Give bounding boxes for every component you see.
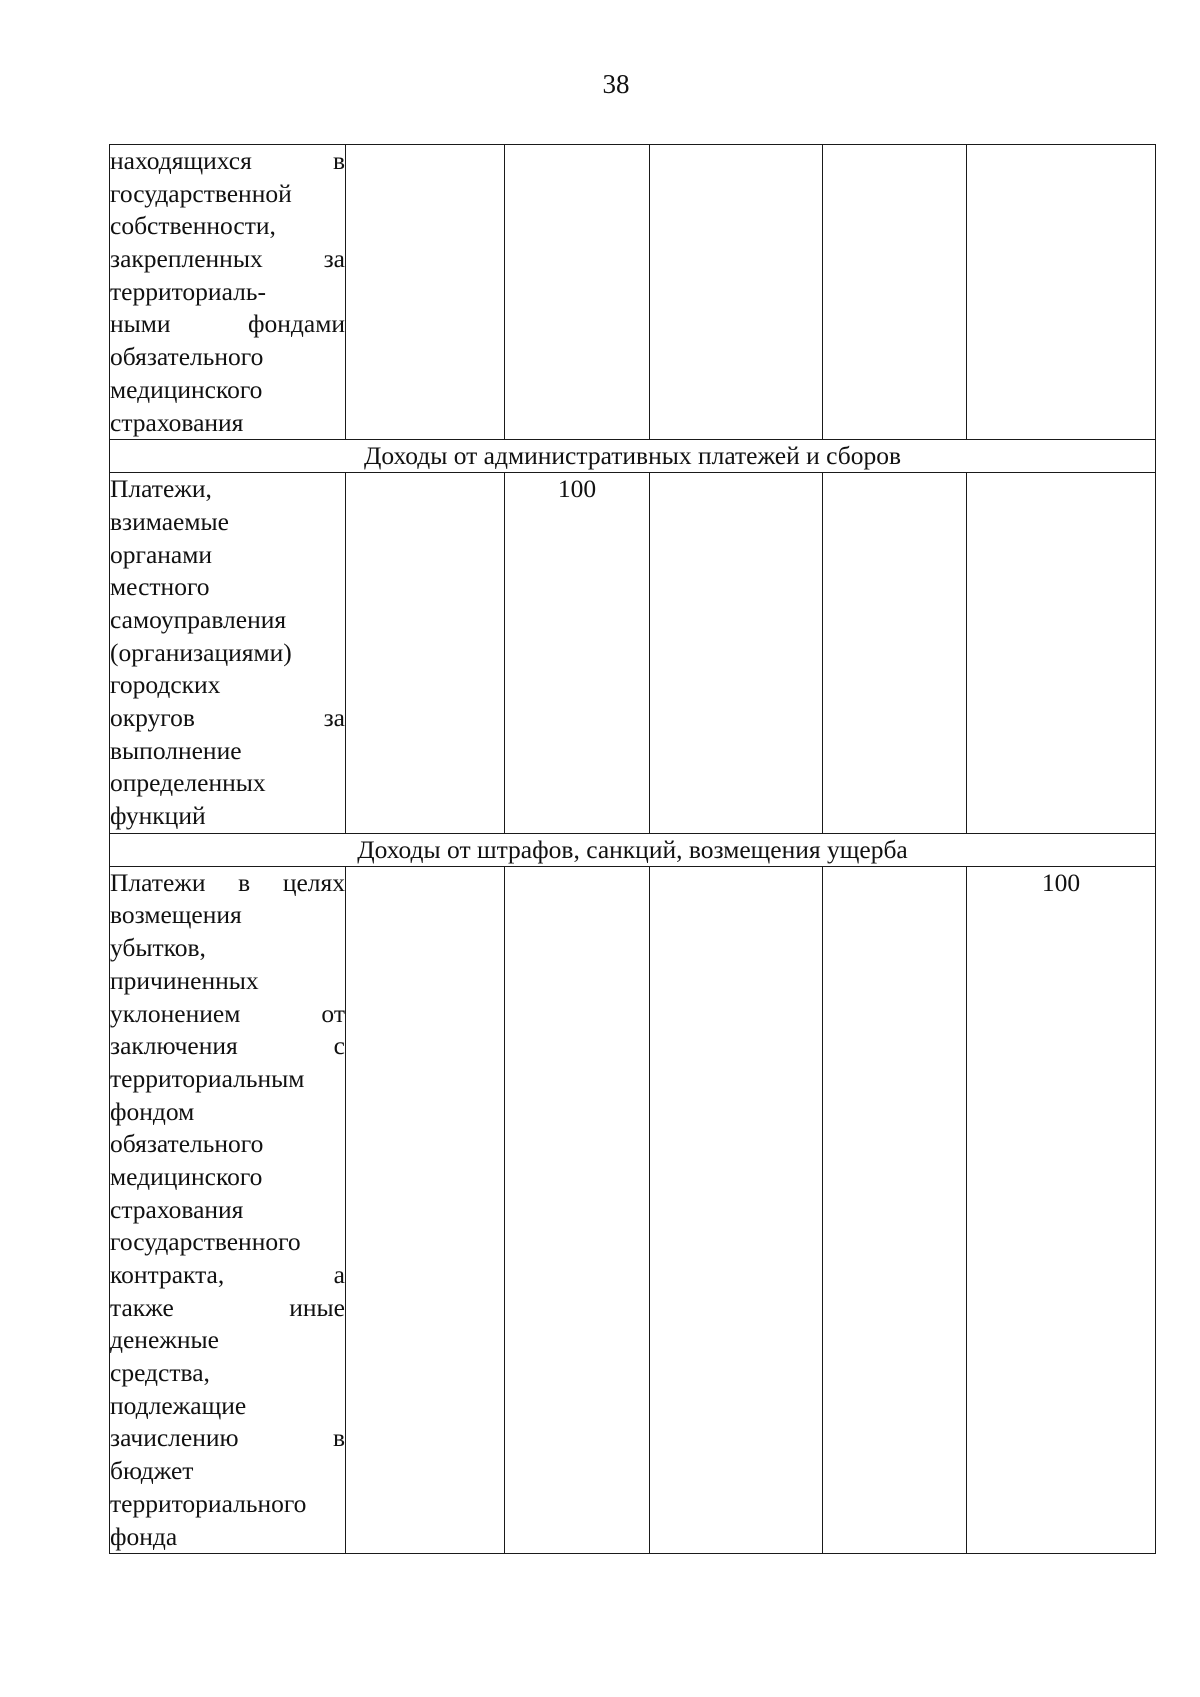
- description-line: функций: [110, 801, 206, 831]
- description-line: государственного: [110, 1227, 301, 1257]
- value-cell-col-5: [823, 145, 967, 440]
- description-line: (организациями): [110, 637, 292, 667]
- description-line: фондом: [110, 1096, 195, 1126]
- description-line: городских: [110, 670, 221, 700]
- row-description: [110, 145, 346, 440]
- value-cell-col-5: [823, 473, 967, 834]
- description-line: убытков,: [110, 933, 206, 963]
- description-line: фонда: [110, 1521, 178, 1551]
- table-row: [110, 145, 1156, 440]
- description-line: медицинского: [110, 374, 263, 404]
- row-description: [110, 866, 346, 1553]
- description-line: органами: [110, 539, 213, 569]
- value-cell-col-2: [346, 866, 505, 1553]
- description-line: подлежащие: [110, 1390, 247, 1420]
- page-number: 38: [602, 69, 630, 99]
- description-line: территориаль-: [110, 276, 266, 306]
- table-row: [110, 866, 1156, 1553]
- description-line: обязательного: [110, 1129, 264, 1159]
- section-row: [110, 833, 1156, 866]
- value-cell-col-2: [346, 145, 505, 440]
- description-line: зачислению в: [110, 1423, 345, 1453]
- value-cell-col-5: [823, 866, 967, 1553]
- description-line: самоуправления: [110, 604, 287, 634]
- description-line: находящихся в: [110, 146, 345, 175]
- description-line: закрепленных за: [110, 244, 345, 274]
- description-line: обязательного: [110, 342, 264, 372]
- description-line: Платежи,: [110, 474, 212, 504]
- description-line: бюджет: [110, 1456, 194, 1486]
- description-line: причиненных: [110, 965, 259, 995]
- value-cell-col-4: [650, 473, 823, 834]
- description-line: округов за: [110, 703, 345, 732]
- description-line: страхования: [110, 1194, 244, 1224]
- description-line: контракта, а: [110, 1260, 345, 1289]
- description-line: определенных: [110, 768, 266, 798]
- description-line: страхования: [110, 407, 244, 437]
- description-line: местного: [110, 572, 210, 602]
- value-cell-col-4: [650, 866, 823, 1553]
- description-line: выполнение: [110, 735, 242, 765]
- description-line: государственной: [110, 178, 292, 208]
- section-heading: Доходы от штрафов, санкций, возмещения ущерба: [110, 833, 1156, 866]
- row-description: [110, 473, 346, 834]
- description-line: взимаемые: [110, 506, 229, 536]
- description-line: также иные: [110, 1292, 345, 1322]
- description-line: медицинского: [110, 1161, 263, 1191]
- description-line: заключения с: [110, 1031, 345, 1061]
- value-cell-col-6: [967, 473, 1156, 834]
- description-line: собственности,: [110, 211, 276, 241]
- description-line: средства,: [110, 1358, 210, 1388]
- value-cell-col-3: [505, 145, 650, 440]
- value-cell-col-4: [650, 145, 823, 440]
- value-cell-col-6: [967, 145, 1156, 440]
- description-line: уклонением от: [110, 998, 345, 1028]
- value-cell-col-3: [505, 866, 650, 1553]
- section-heading: Доходы от административных платежей и сборов: [110, 440, 1156, 473]
- description-line: Платежи в целях: [110, 867, 345, 897]
- description-line: возмещения: [110, 900, 242, 930]
- description-line: территориальным: [110, 1063, 305, 1093]
- value-cell-col-6: 100: [967, 866, 1156, 1553]
- description-line: территориального: [110, 1488, 307, 1518]
- revenue-distribution-table: [109, 144, 1156, 1554]
- description-line: ными фондами: [110, 309, 345, 339]
- value-cell-col-3: 100: [505, 473, 650, 834]
- description-line: денежные: [110, 1325, 219, 1355]
- section-row: [110, 440, 1156, 473]
- value-cell-col-2: [346, 473, 505, 834]
- table-row: [110, 473, 1156, 834]
